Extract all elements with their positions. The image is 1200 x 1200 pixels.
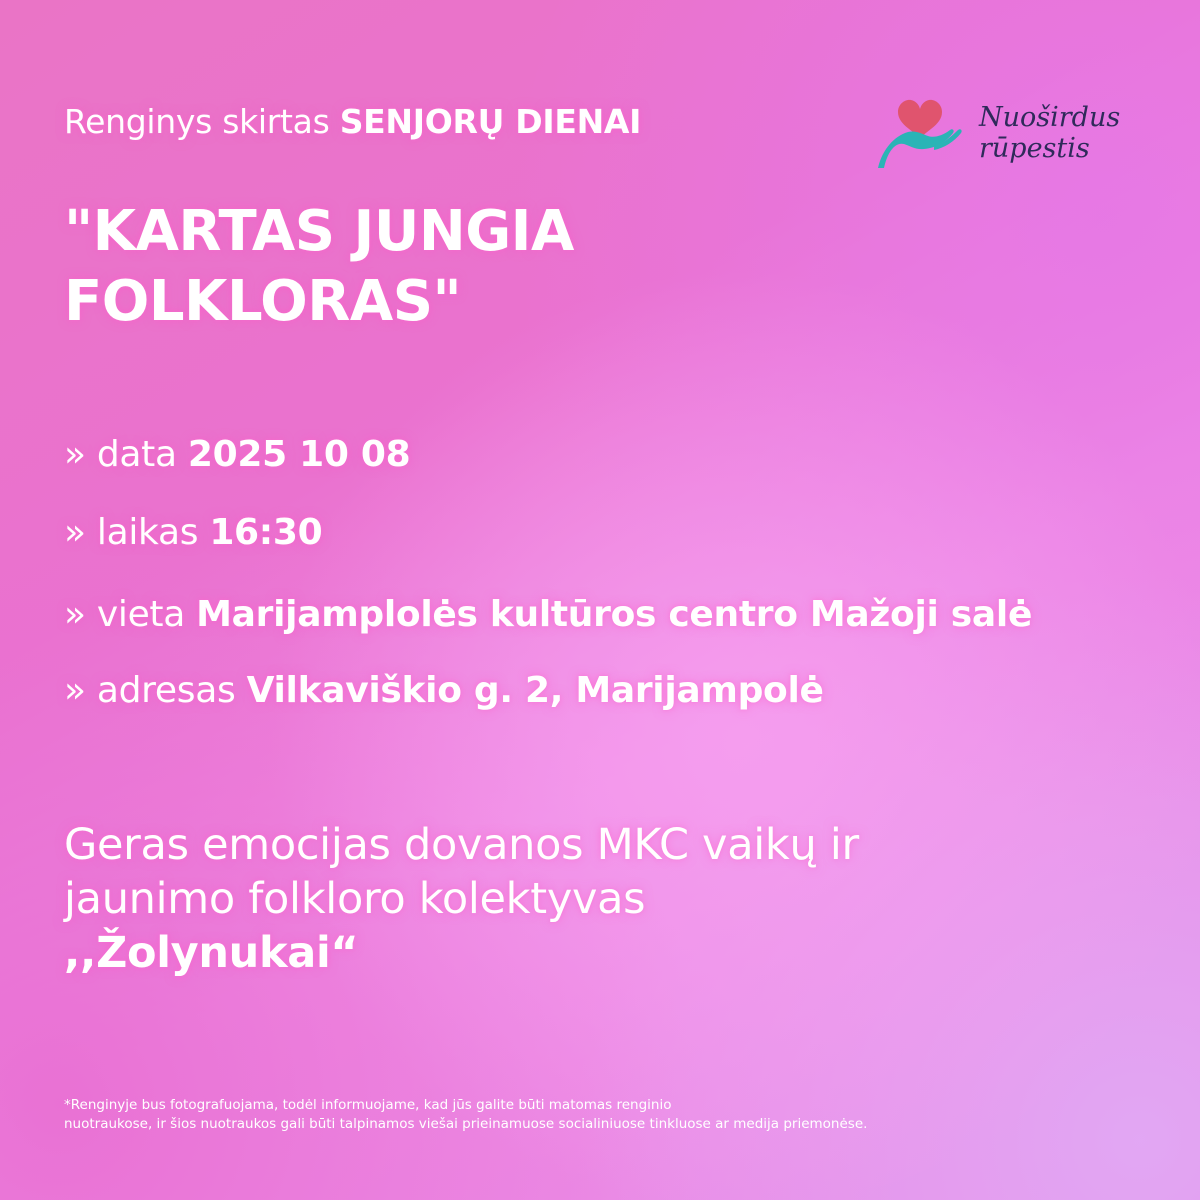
logo-text-line-2: rūpestis [979,133,1090,164]
subtitle-highlight: SENJORŲ DIENAI [339,102,642,141]
heart-in-hand-icon [872,92,972,176]
performers-text [64,818,859,980]
detail-address [64,670,824,711]
performers-line-2: jaunimo folkloro kolektyvas [64,874,646,924]
event-title-line-2: FOLKLORAS" [64,269,462,334]
detail-address-label: » adresas [64,670,247,711]
detail-date-label: » data [64,434,188,475]
organization-logo [872,92,1122,182]
detail-time [64,512,322,553]
disclaimer-line-2: nuotraukose, ir šios nuotraukos gali būti talpinamos viešai prieinamuose socialiniuose tinkluose ar medija priemonėse. [64,1116,868,1132]
detail-venue [64,594,1032,635]
event-title-line-1: "KARTAS JUNGIA [64,199,574,264]
disclaimer-line-1: *Renginyje bus fotografuojama, todėl informuojame, kad jūs galite būti matomas renginio [64,1097,672,1113]
detail-date [64,434,410,475]
detail-venue-value: Marijamplolės kultūros centro Mažoji salė [196,594,1033,635]
logo-text-line-1: Nuoširdus [979,102,1121,133]
event-title [64,197,574,337]
detail-time-value: 16:30 [209,512,323,553]
detail-venue-label: » vieta [64,594,197,635]
detail-time-label: » laikas [64,512,210,553]
detail-address-value: Vilkaviškio g. 2, Marijampolė [246,670,824,711]
performers-name: ,,Žolynukai“ [64,928,359,978]
performers-line-1: Geras emocijas dovanos MKC vaikų ir [64,820,859,870]
logo-text [979,102,1120,164]
photo-disclaimer [64,1096,867,1134]
detail-date-value: 2025 10 08 [187,434,411,475]
subtitle-prefix: Renginys skirtas [64,102,340,141]
event-subtitle [64,102,641,141]
